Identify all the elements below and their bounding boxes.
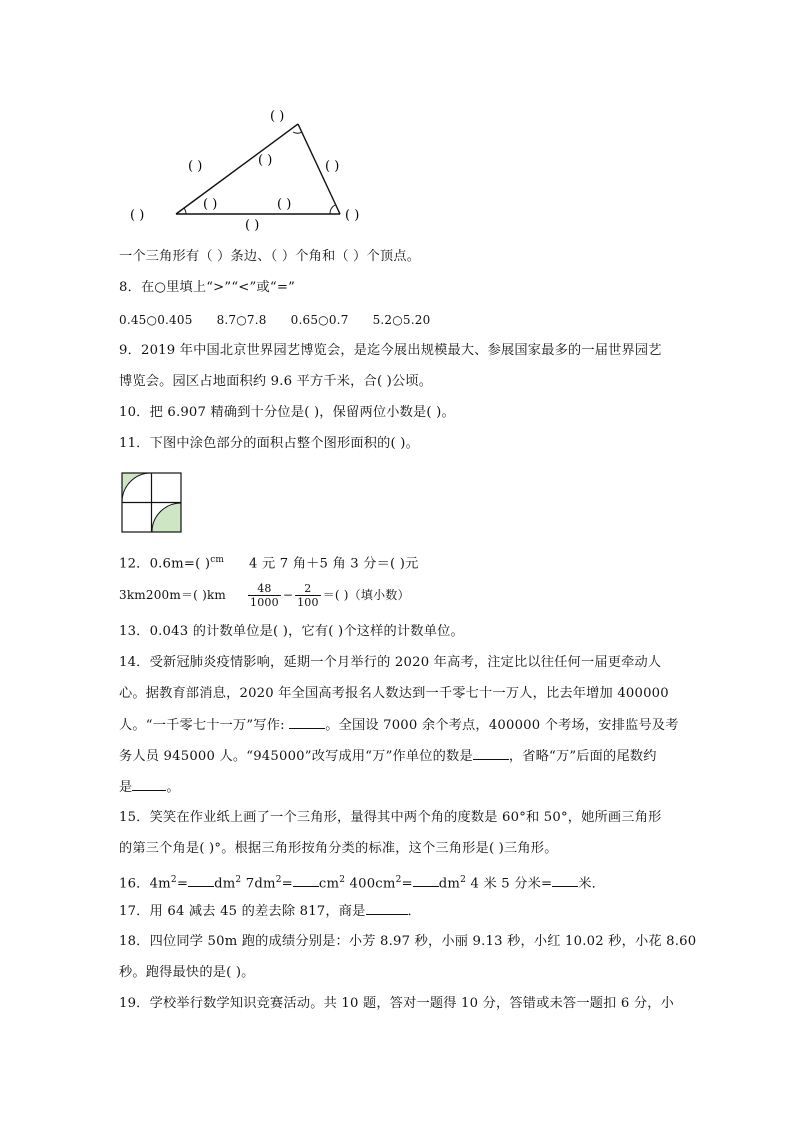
blank-outside-left: ( ) xyxy=(188,159,203,174)
fraction-1-denominator: 1000 xyxy=(250,596,279,609)
q12-fraction-1 xyxy=(248,582,281,609)
q18-line2: 秒。跑得最快的是( )。 xyxy=(119,965,255,980)
q12-line2-b: ＝( )（填小数） xyxy=(322,588,410,602)
blank-inside-left: ( ) xyxy=(203,197,218,212)
q8-item-1: 0.45○0.405 xyxy=(119,313,193,327)
q15-line2: 的第三个角是( )°。根据三角形按角分类的标准，这个三角形是( )三角形。 xyxy=(119,841,558,856)
q15-line1: 15．笑笑在作业纸上画了一个三角形，量得其中两个角的度数是 60°和 50°，她所画三角形 xyxy=(119,810,662,825)
angle-arc-left xyxy=(184,208,186,214)
q11-text: 11．下图中涂色部分的面积占整个图形面积的( )。 xyxy=(119,436,420,451)
q8-title: 8．在○里填上“>”“<”或“=” xyxy=(119,280,296,295)
q16-part: 16．4m xyxy=(119,876,171,892)
q17-part-b: ． xyxy=(407,904,421,919)
q16-part: = xyxy=(401,876,413,892)
q16-part: 4 米 5 分米= xyxy=(466,876,553,892)
fraction-2-denominator: 100 xyxy=(297,596,319,609)
q14-line3 xyxy=(119,716,679,735)
q14-line5-a: 是 xyxy=(119,780,133,795)
q16-text xyxy=(119,871,605,893)
q14-blank-1 xyxy=(289,716,325,729)
shaded-square-figure xyxy=(121,472,183,534)
q8-item-3: 0.65○0.7 xyxy=(290,313,349,327)
q14-blank-2 xyxy=(473,747,509,760)
q16-part: = xyxy=(176,876,189,892)
q19-line1: 19．学校举行数学知识竞赛活动。共 10 题，答对一题得 10 分，答错或未答一题扣 6 分，小 xyxy=(119,996,675,1011)
q17-text xyxy=(119,902,421,921)
angle-arc-top xyxy=(293,132,302,133)
q14-blank-3 xyxy=(132,778,166,791)
q16-sup: 2 xyxy=(235,875,242,885)
q13-text: 13．0.043 的计数单位是( )，它有( )个这样的计数单位。 xyxy=(119,624,464,639)
q9-line1: 9．2019 年中国北京世界园艺博览会，是迄今展出规模最大、参展国家最多的一届世界园艺 xyxy=(119,343,662,358)
q14-line4 xyxy=(119,747,657,766)
q16-sup: 2 xyxy=(339,875,346,885)
blank-bottom-side: ( ) xyxy=(245,218,260,233)
blank-inside-top: ( ) xyxy=(258,153,273,168)
q17-blank xyxy=(366,902,408,915)
q14-line4-a: 务人员 945000 人。“945000”改写成用“万”作单位的数是 xyxy=(119,749,473,764)
q14-line3-b: 。全国设 7000 余个考点，400000 个考场，安排监号及考 xyxy=(325,718,679,733)
q12-line2 xyxy=(119,582,410,609)
q12-unit-cm: cm xyxy=(210,555,225,565)
q18-line1: 18．四位同学 50m 跑的成绩分别是：小芳 8.97 秒，小丽 9.13 秒，小红 10.02 秒，小花 8.60 xyxy=(119,934,697,949)
q16-blank xyxy=(188,874,214,887)
fraction-1-numerator: 48 xyxy=(248,582,281,596)
q12-part1: 12．0.6m=( ) xyxy=(119,556,211,572)
q10-text: 10．把 6.907 精确到十分位是( )，保留两位小数是( )。 xyxy=(119,405,455,420)
q16-part: 400cm xyxy=(345,876,396,892)
q8-item-2: 8.7○7.8 xyxy=(216,313,267,327)
q16-part: dm xyxy=(438,876,461,892)
triangle-figure xyxy=(120,100,410,235)
q14-line5 xyxy=(119,778,180,797)
q8-items xyxy=(119,311,430,329)
q16-part: 米． xyxy=(578,876,606,892)
q7-text: 一个三角形有（ ）条边、（ ）个角和（ ）个顶点。 xyxy=(119,249,421,264)
q8-item-4: 5.2○5.20 xyxy=(372,313,431,327)
blank-inside-mid: ( ) xyxy=(277,197,292,212)
blank-right-vertex: ( ) xyxy=(345,208,360,223)
q16-sup: 2 xyxy=(170,875,177,885)
q12-fraction-2 xyxy=(295,582,321,609)
q14-line1: 14．受新冠肺炎疫情影响，延期一个月举行的 2020 年高考，注定比以往任何一届更牵动人 xyxy=(119,655,662,670)
q14-line2: 心。据教育部消息，2020 年全国高考报名人数达到一千零七十一万人，比去年增加 400000 xyxy=(119,686,669,701)
fraction-2-numerator: 2 xyxy=(295,582,321,596)
q14-line4-b: ，省略“万”后面的尾数约 xyxy=(508,749,657,764)
q12-part2: 4 元 7 角＋5 角 3 分＝( )元 xyxy=(248,556,419,572)
q14-line5-b: 。 xyxy=(166,780,180,795)
q16-blank xyxy=(293,874,319,887)
q16-part: = xyxy=(281,876,293,892)
q12-minus: − xyxy=(282,588,294,602)
q9-line2: 博览会。园区占地面积约 9.6 平方千米，合( )公顷。 xyxy=(119,374,433,389)
q16-blank xyxy=(552,874,578,887)
q12-line1 xyxy=(119,551,419,573)
q16-part: cm xyxy=(318,876,340,892)
q12-line2-a: 3km200m＝( )km xyxy=(119,588,226,602)
blank-outside-right: ( ) xyxy=(325,159,340,174)
blank-left-vertex: ( ) xyxy=(130,208,145,223)
angle-arc-right xyxy=(330,205,335,214)
q16-blank xyxy=(413,874,439,887)
q16-part: dm xyxy=(214,876,236,892)
q17-part-a: 17．用 64 减去 45 的差去除 817，商是 xyxy=(119,904,366,919)
q16-sup: 2 xyxy=(275,875,282,885)
q16-sup: 2 xyxy=(460,875,467,885)
blank-top-vertex: ( ) xyxy=(270,109,285,124)
q16-sup: 2 xyxy=(395,875,402,885)
q16-part: 7dm xyxy=(241,876,276,892)
q14-line3-a: 人。“一千零七十一万”写作: xyxy=(119,718,290,733)
